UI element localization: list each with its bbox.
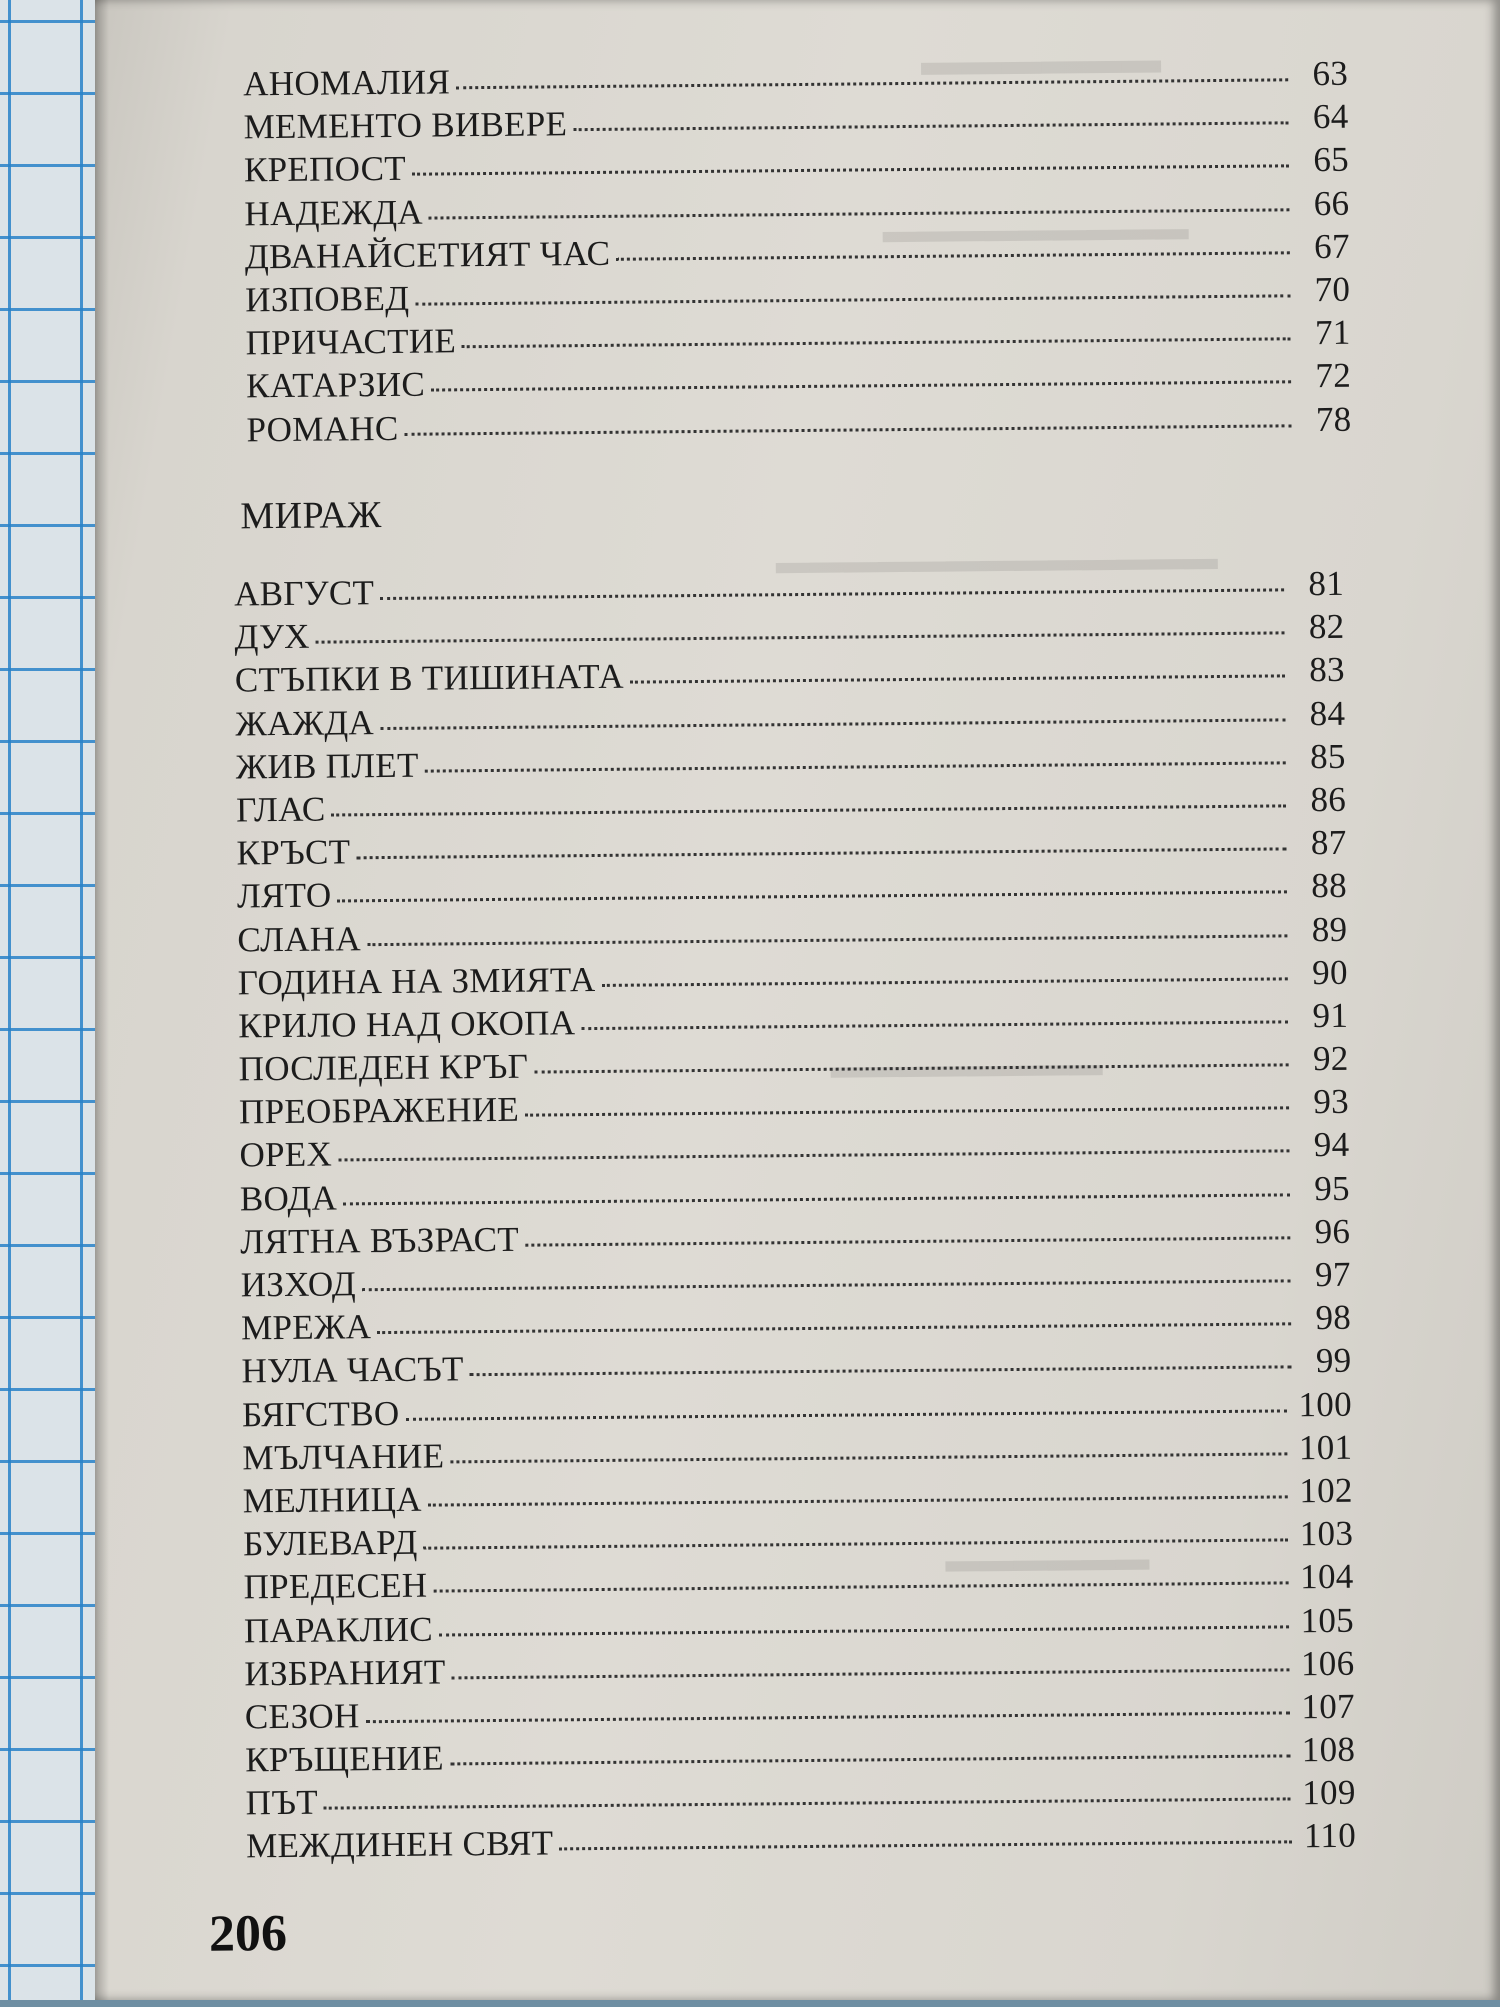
entry-page: 101 — [1298, 1427, 1353, 1468]
entry-title: ЛЯТНА ВЪЗРАСТ — [240, 1219, 520, 1262]
entry-title: КРЕПОСТ — [243, 149, 407, 190]
entry-page: 67 — [1313, 226, 1350, 266]
entry-page: 100 — [1298, 1384, 1353, 1424]
entry-page: 83 — [1309, 650, 1346, 690]
entry-page: 90 — [1311, 952, 1348, 992]
dot-leader — [412, 165, 1289, 176]
dot-leader — [380, 588, 1284, 600]
dot-leader — [324, 1798, 1290, 1810]
dot-leader — [425, 761, 1286, 772]
entry-page: 106 — [1300, 1643, 1355, 1683]
show-through-text: ▬▬▬▬▬▬ — [920, 36, 1162, 84]
entry-page: 109 — [1302, 1772, 1356, 1813]
dot-leader — [367, 934, 1287, 946]
section-2-entries — [234, 564, 1356, 1870]
entry-title: КРЪЩЕНИЕ — [245, 1738, 444, 1780]
entry-page: 86 — [1310, 779, 1347, 820]
entry-title: КРЪСТ — [236, 832, 351, 873]
entry-page: 63 — [1312, 53, 1349, 94]
entry-page: 89 — [1311, 909, 1348, 949]
dot-leader — [616, 251, 1290, 260]
entry-title: МЕМЕНТО ВИВЕРЕ — [243, 104, 568, 147]
dot-leader — [525, 1107, 1289, 1117]
dot-leader — [431, 381, 1291, 392]
entry-title: КАТАРЗИС — [245, 364, 426, 406]
entry-title: ЖАЖДА — [235, 702, 375, 744]
dot-leader — [316, 632, 1285, 644]
dot-leader — [380, 718, 1285, 730]
entry-title: ПРЕДЕСЕН — [243, 1565, 428, 1607]
show-through-text: ▬▬▬▬▬▬▬▬▬ — [882, 210, 1189, 251]
entry-page: 87 — [1310, 822, 1347, 863]
dot-leader — [338, 1150, 1289, 1162]
entry-title: НАДЕЖДА — [244, 192, 424, 233]
entry-title: ИЗХОД — [240, 1264, 357, 1305]
entry-title: ИЗБРАНИЯТ — [244, 1652, 446, 1694]
dot-leader — [439, 1625, 1289, 1636]
dot-leader — [450, 1754, 1290, 1765]
entry-title: ГОДИНА НА ЗМИЯТА — [237, 959, 596, 1003]
dot-leader — [338, 891, 1288, 903]
entry-page: 88 — [1311, 866, 1348, 906]
entry-page: 78 — [1315, 399, 1352, 439]
dot-leader — [534, 1063, 1288, 1073]
dot-leader — [581, 1020, 1288, 1030]
entry-title: ДУХ — [234, 616, 310, 657]
entry-page: 104 — [1299, 1557, 1354, 1597]
entry-title: АНОМАЛИЯ — [242, 62, 451, 104]
dot-leader — [433, 1582, 1288, 1593]
dot-leader — [630, 675, 1285, 684]
entry-page: 71 — [1314, 312, 1351, 353]
dot-leader — [601, 977, 1287, 987]
entry-page: 103 — [1299, 1513, 1354, 1554]
entry-title: ВОДА — [239, 1178, 338, 1219]
entry-page: 81 — [1308, 563, 1345, 604]
dot-leader — [456, 78, 1288, 89]
dot-leader — [559, 1841, 1292, 1851]
dot-leader — [450, 1452, 1287, 1463]
entry-title: МЕЛНИЦА — [242, 1479, 422, 1521]
entry-page: 110 — [1303, 1816, 1357, 1856]
section-1-entries — [243, 54, 1352, 453]
dot-leader — [429, 208, 1290, 219]
entry-page: 92 — [1312, 1038, 1349, 1079]
dot-leader — [366, 1711, 1290, 1723]
entry-page: 107 — [1301, 1686, 1355, 1727]
dot-leader — [343, 1193, 1290, 1205]
entry-page: 85 — [1309, 736, 1346, 776]
entry-page: 93 — [1313, 1082, 1350, 1122]
entry-page: 84 — [1309, 693, 1346, 733]
entry-page: 97 — [1314, 1254, 1351, 1295]
entry-page: 96 — [1314, 1211, 1351, 1251]
entry-page: 98 — [1315, 1297, 1352, 1338]
entry-title: МРЕЖА — [240, 1307, 372, 1348]
entry-page: 99 — [1315, 1341, 1352, 1381]
toc-entry[interactable] — [246, 399, 1351, 453]
entry-page: 95 — [1314, 1168, 1351, 1208]
section-title: МИРАЖ — [240, 494, 383, 538]
entry-title: АВГУСТ — [233, 573, 375, 614]
entry-page: 108 — [1301, 1729, 1356, 1770]
show-through-text: ▬▬▬▬▬▬▬▬▬▬▬▬▬ — [775, 540, 1218, 582]
entry-page: 64 — [1312, 96, 1349, 137]
entry-title: ПОСЛЕДЕН КРЪГ — [238, 1046, 529, 1089]
entry-title: ИЗПОВЕД — [245, 278, 410, 320]
dot-leader — [462, 337, 1291, 348]
entry-title: КРИЛО НАД ОКОПА — [238, 1003, 576, 1046]
entry-page: 66 — [1313, 183, 1350, 223]
dot-leader — [377, 1323, 1291, 1335]
dot-leader — [405, 1409, 1286, 1420]
dot-leader — [428, 1495, 1288, 1506]
entry-title: МЪЛЧАНИЕ — [242, 1436, 445, 1478]
entry-page: 94 — [1313, 1125, 1350, 1165]
entry-page: 105 — [1300, 1600, 1355, 1640]
dot-leader — [362, 1279, 1291, 1291]
dot-leader — [332, 804, 1287, 816]
page-number: 206 — [208, 1905, 288, 1963]
dot-leader — [470, 1366, 1292, 1377]
show-through-text: ▬▬▬▬▬▬ — [945, 1540, 1150, 1580]
dot-leader — [525, 1236, 1290, 1246]
entry-title: ОРЕХ — [239, 1134, 333, 1175]
entry-title: ГЛАС — [235, 789, 326, 830]
dot-leader — [452, 1668, 1289, 1679]
entry-title: СЕЗОН — [244, 1696, 360, 1737]
entry-title: РОМАНС — [246, 408, 399, 449]
entry-page: 72 — [1315, 356, 1352, 396]
entry-title: ПРЕОБРАЖЕНИЕ — [238, 1089, 520, 1132]
entry-page: 82 — [1308, 606, 1345, 647]
entry-title: ДВАНАЙСЕТИЯТ ЧАС — [244, 233, 611, 277]
entry-title: СТЪПКИ В ТИШИНАТА — [234, 657, 624, 700]
entry-title: МЕЖДИНЕН СВЯТ — [245, 1823, 554, 1866]
entry-title: БЯГСТВО — [241, 1393, 400, 1434]
entry-page: 70 — [1314, 269, 1351, 310]
entry-page: 91 — [1312, 995, 1349, 1035]
toc-entry[interactable] — [246, 1816, 1356, 1870]
dot-leader — [424, 1539, 1288, 1550]
entry-title: ПЪТ — [245, 1782, 319, 1823]
entry-page: 65 — [1313, 140, 1350, 180]
dot-leader — [405, 424, 1292, 436]
entry-title: ЛЯТО — [236, 875, 332, 916]
show-through-text: ▬▬▬▬▬▬▬▬ — [830, 1046, 1103, 1086]
dot-leader — [356, 847, 1286, 859]
entry-title: НУЛА ЧАСЪТ — [241, 1349, 464, 1391]
entry-title: ПАРАКЛИС — [243, 1609, 434, 1650]
dot-leader — [415, 294, 1290, 305]
entry-title: ЖИВ ПЛЕТ — [235, 745, 419, 787]
dot-leader — [573, 121, 1288, 131]
entry-page: 102 — [1299, 1470, 1353, 1511]
entry-title: СЛАНА — [237, 918, 362, 959]
entry-title: БУЛЕВАРД — [243, 1522, 418, 1564]
entry-title: ПРИЧАСТИЕ — [245, 321, 457, 363]
